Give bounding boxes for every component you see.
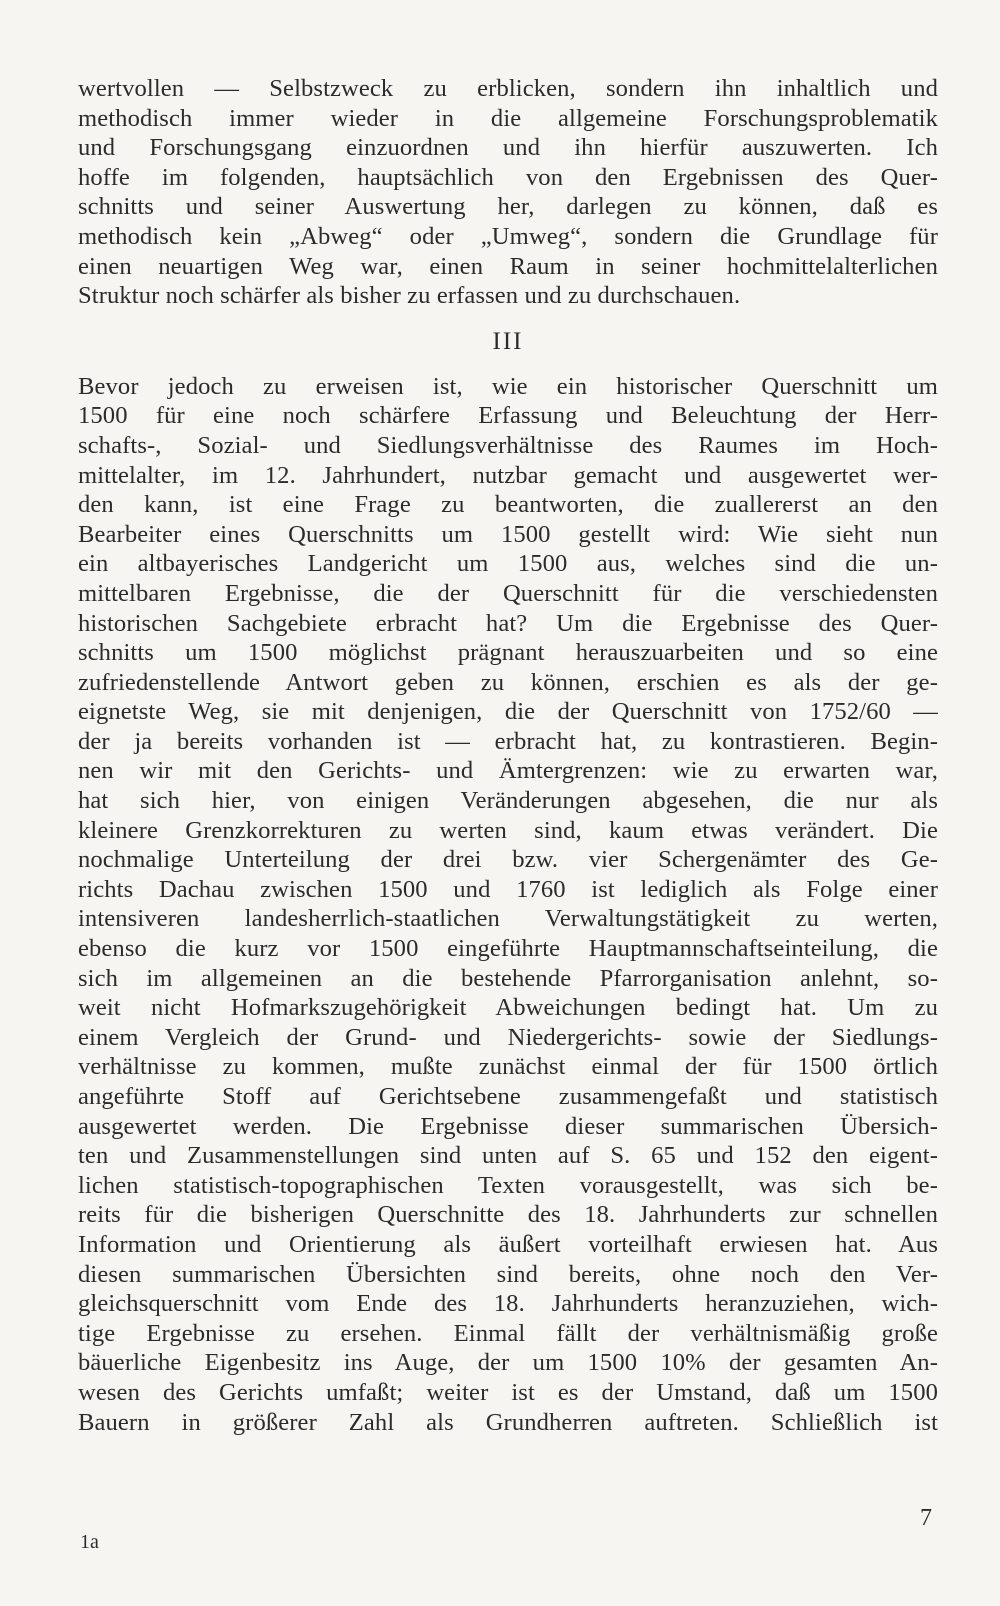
text-line: zufriedenstellende Antwort geben zu können, erschien es als der ge- bbox=[78, 668, 938, 696]
page-number: 7 bbox=[920, 1505, 932, 1531]
text-line: reits für die bisherigen Querschnitte des 18. Jahrhunderts zur schnellen bbox=[78, 1201, 938, 1229]
text-line: Struktur noch schärfer als bisher zu erfassen und zu durchschauen. bbox=[78, 282, 741, 310]
text-line: verhältnisse zu kommen, mußte zunächst einmal der für 1500 örtlich bbox=[78, 1053, 938, 1081]
text-line: intensiveren landesherrlich-staatlichen Verwaltungstätigkeit zu werten, bbox=[78, 905, 938, 933]
paragraph-2 bbox=[78, 372, 938, 1437]
text-line: nochmalige Unterteilung der drei bzw. vier Schergenämter des Ge- bbox=[78, 846, 938, 874]
text-line: ausgewertet werden. Die Ergebnisse dieser summarischen Übersich- bbox=[78, 1112, 938, 1140]
text-line: Bearbeiter eines Querschnitts um 1500 gestellt wird: Wie sieht nun bbox=[78, 520, 938, 548]
text-line: und Forschungsgang einzuordnen und ihn hierfür auszuwerten. Ich bbox=[78, 134, 938, 162]
text-line: Bevor jedoch zu erweisen ist, wie ein historischer Querschnitt um bbox=[78, 372, 938, 400]
text-line: sich im allgemeinen an die bestehende Pfarrorganisation anlehnt, so- bbox=[78, 964, 938, 992]
text-line: Bauern in größerer Zahl als Grundherren auftreten. Schließlich ist bbox=[78, 1408, 938, 1436]
text-line: diesen summarischen Übersichten sind bereits, ohne noch den Ver- bbox=[78, 1260, 938, 1288]
paragraph-1 bbox=[78, 74, 938, 311]
text-line: einen neuartigen Weg war, einen Raum in seiner hochmittelalterlichen bbox=[78, 252, 938, 280]
text-line: gleichsquerschnitt vom Ende des 18. Jahrhunderts heranzuziehen, wich- bbox=[78, 1290, 938, 1318]
text-line: methodisch immer wieder in die allgemeine Forschungsproblematik bbox=[78, 104, 938, 132]
signature-mark: 1a bbox=[80, 1531, 99, 1553]
text-line: weit nicht Hofmarkszugehörigkeit Abweichungen bedingt hat. Um zu bbox=[78, 994, 938, 1022]
text-line: lichen statistisch-topographischen Texten vorausgestellt, was sich be- bbox=[78, 1171, 938, 1199]
text-line: wertvollen — Selbstzweck zu erblicken, sondern ihn inhaltlich und bbox=[78, 75, 938, 102]
text-line: ebenso die kurz vor 1500 eingeführte Hauptmannschaftseinteilung, die bbox=[78, 935, 938, 963]
text-line: angeführte Stoff auf Gerichtsebene zusammengefaßt und statistisch bbox=[78, 1083, 938, 1110]
text-line: Information und Orientierung als äußert vorteilhaft erwiesen hat. Aus bbox=[78, 1230, 938, 1258]
text-line: 1500 für eine noch schärfere Erfassung und Beleuchtung der Herr- bbox=[78, 402, 938, 430]
text-line: wesen des Gerichts umfaßt; weiter ist es der Umstand, daß um 1500 bbox=[78, 1378, 938, 1406]
text-line: mittelbaren Ergebnisse, die der Querschnitt für die verschiedensten bbox=[78, 579, 938, 607]
text-line: nen wir mit den Gerichts- und Ämtergrenzen: wie zu erwarten war, bbox=[78, 757, 938, 785]
text-line: ten und Zusammenstellungen sind unten auf S. 65 und 152 den eigent- bbox=[78, 1142, 938, 1170]
text-line: tige Ergebnisse zu ersehen. Einmal fällt der verhältnismäßig große bbox=[78, 1319, 938, 1347]
text-line: schnitts und seiner Auswertung her, darlegen zu können, daß es bbox=[78, 193, 938, 221]
page-body bbox=[78, 74, 938, 1437]
text-line: den kann, ist eine Frage zu beantworten, die zuallererst an den bbox=[78, 491, 938, 519]
text-line: ein altbayerisches Landgericht um 1500 aus, welches sind die un- bbox=[78, 550, 938, 578]
text-line: mittelalter, im 12. Jahrhundert, nutzbar gemacht und ausgewertet wer- bbox=[78, 461, 938, 489]
text-line: der ja bereits vorhanden ist — erbracht hat, zu kontrastieren. Begin- bbox=[78, 727, 938, 755]
text-line: kleinere Grenzkorrekturen zu werten sind, kaum etwas verändert. Die bbox=[78, 816, 938, 844]
text-line: eignetste Weg, sie mit denjenigen, die der Querschnitt von 1752/60 — bbox=[78, 698, 938, 726]
text-line: bäuerliche Eigenbesitz ins Auge, der um 1500 10% der gesamten An- bbox=[78, 1349, 938, 1377]
text-line: hoffe im folgenden, hauptsächlich von den Ergebnissen des Quer- bbox=[78, 163, 938, 191]
text-line: hat sich hier, von einigen Veränderungen abgesehen, die nur als bbox=[78, 787, 938, 815]
text-line: methodisch kein „Abweg“ oder „Umweg“, sondern die Grundlage für bbox=[78, 222, 938, 250]
text-line: einem Vergleich der Grund- und Niedergerichts- sowie der Siedlungs- bbox=[78, 1023, 938, 1051]
section-heading: III bbox=[492, 327, 524, 355]
text-line: schafts-, Sozial- und Siedlungsverhältnisse des Raumes im Hoch- bbox=[78, 431, 938, 459]
text-line: historischen Sachgebiete erbracht hat? Um die Ergebnisse des Quer- bbox=[78, 609, 938, 637]
text-line: schnitts um 1500 möglichst prägnant herauszuarbeiten und so eine bbox=[78, 639, 938, 667]
text-line: richts Dachau zwischen 1500 und 1760 ist lediglich als Folge einer bbox=[78, 875, 938, 903]
